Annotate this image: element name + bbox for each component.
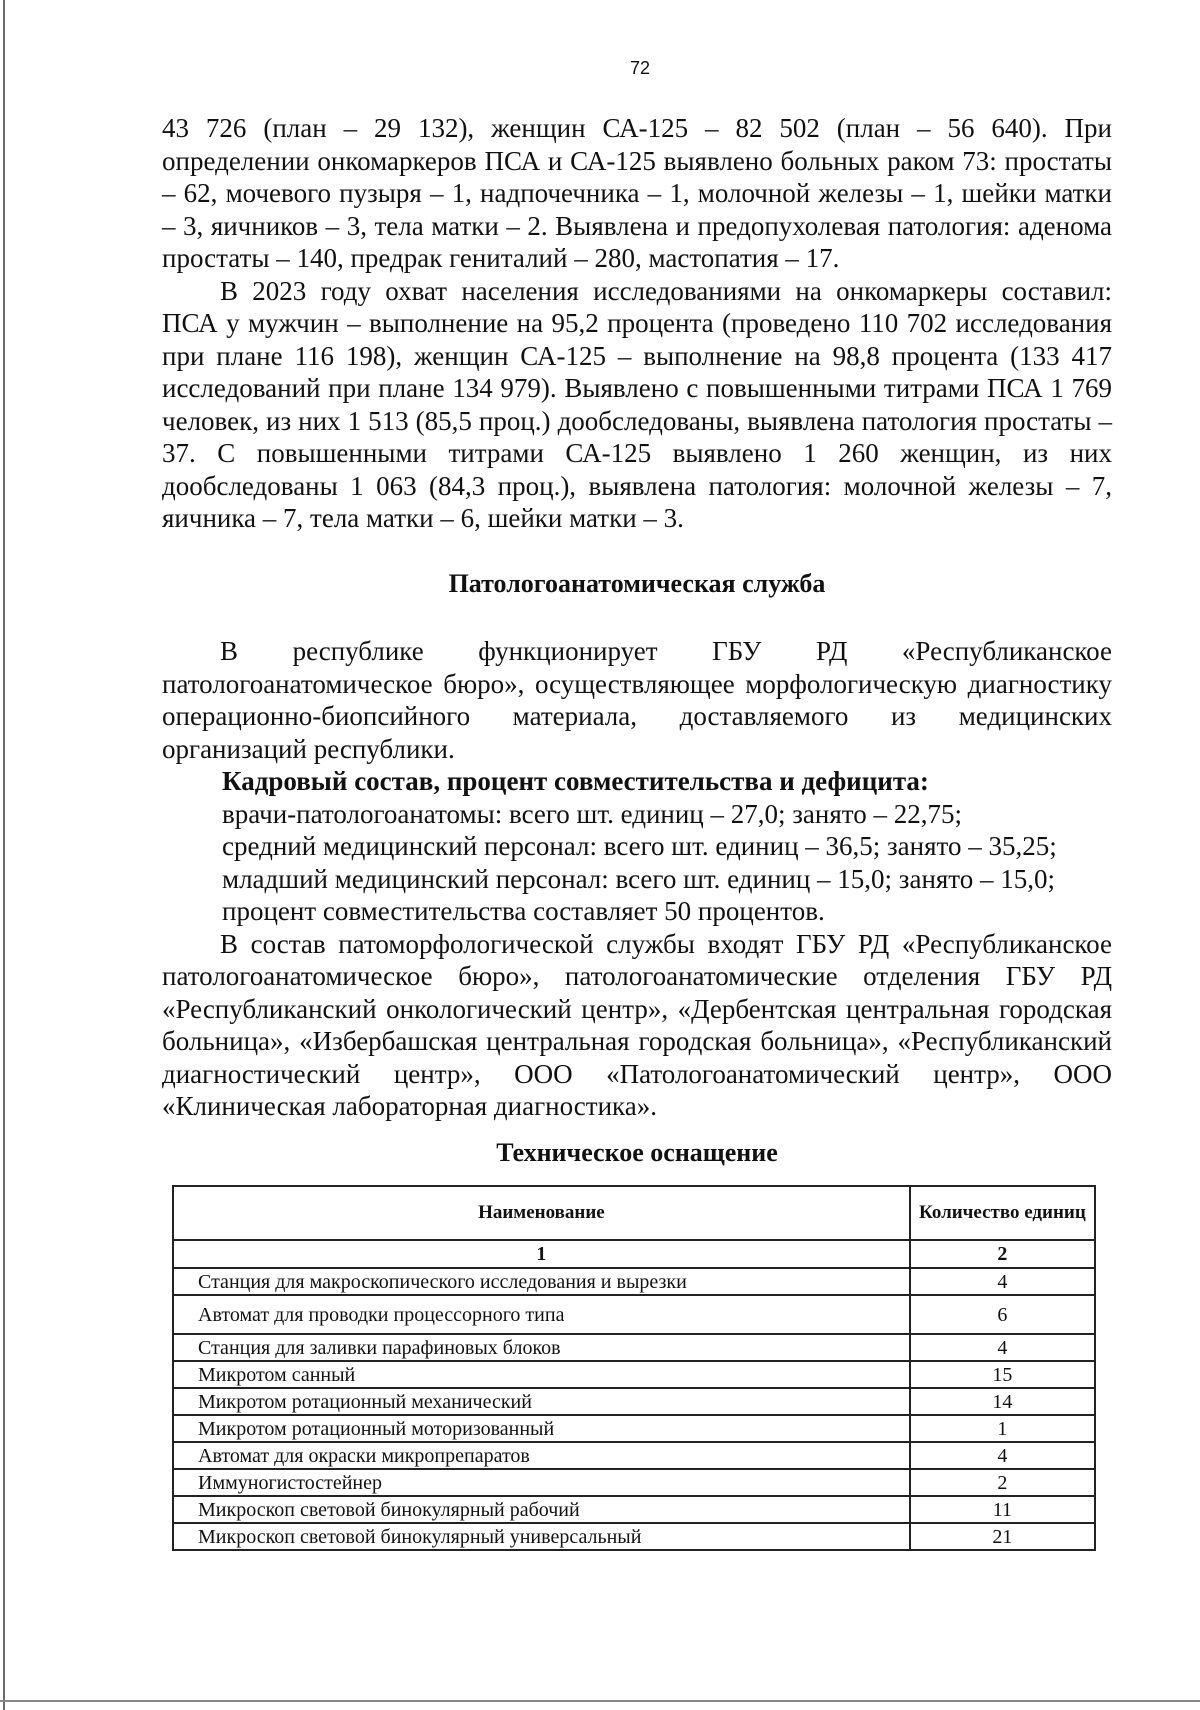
- section-heading: Патологоанатомическая служба: [448, 569, 826, 598]
- equipment-name: Станция для заливки парафиновых блоков: [173, 1334, 910, 1361]
- equipment-quantity: 4: [910, 1442, 1095, 1469]
- table-row: [173, 1361, 1095, 1388]
- equipment-quantity: 11: [910, 1496, 1095, 1523]
- equipment-name: Иммуногистостейнер: [173, 1469, 910, 1496]
- text-block-middle: [162, 635, 1112, 1123]
- table-row: [173, 1334, 1095, 1361]
- equipment-name: Микроскоп световой бинокулярный рабочий: [173, 1496, 910, 1523]
- text-block-top: [162, 112, 1112, 535]
- staff-line: процент совместительства составляет 50 процентов.: [222, 896, 825, 926]
- equipment-name: Микротом ротационный моторизованный: [173, 1415, 910, 1442]
- table-row: [173, 1268, 1095, 1295]
- equipment-quantity: 15: [910, 1361, 1095, 1388]
- table-row: [173, 1442, 1095, 1469]
- equipment-name: Автомат для окраски микропрепаратов: [173, 1442, 910, 1469]
- equipment-name: Микротом ротационный механический: [173, 1388, 910, 1415]
- table-row: [173, 1523, 1095, 1550]
- table-row: [173, 1295, 1095, 1334]
- table-row: [173, 1415, 1095, 1442]
- column-number-row: [173, 1240, 1095, 1268]
- column-number: 2: [910, 1240, 1095, 1268]
- equipment-quantity: 14: [910, 1388, 1095, 1415]
- staff-line: средний медицинский персонал: всего шт. единиц – 36,5; занято – 35,25;: [222, 831, 1057, 861]
- staff-line: врачи-патологоанатомы: всего шт. единиц – 27,0; занято – 22,75;: [222, 798, 962, 829]
- equipment-quantity: 21: [910, 1523, 1095, 1550]
- equipment-quantity: 4: [910, 1268, 1095, 1295]
- equipment-quantity: 6: [910, 1295, 1095, 1334]
- staff-line: младший медицинский персонал: всего шт. единиц – 15,0; занято – 15,0;: [222, 863, 1056, 894]
- equipment-quantity: 1: [910, 1415, 1095, 1442]
- paragraph-oncomarkers-2023: В 2023 году охват населения исследованиями на онкомаркеры составил: ПСА у мужчин – выполнение на 95,2 процента (проведено 110 702 исследования при плане 116 198), женщин СА-125 – выполнение на 98,8 процента (133 417 исследований при плане 134 979). Выявлено с повышенными титрами ПСА 1 769 человек, из них 1 513 (85,5 проц.) дообследованы, выявлена патология простаты – 37. С повышенными титрами СА-125 выявлено 1 260 женщин, из них дообследованы 1 063 (84,3 проц.), выявлена патология: молочной железы – 7, яичника – 7, тела матки – 6, шейки матки – 3.: [162, 275, 1112, 533]
- equipment-name: Станция для макроскопического исследования и вырезки: [173, 1268, 910, 1295]
- table-row: [173, 1469, 1095, 1496]
- header-name: Наименование: [173, 1186, 910, 1240]
- scan-edge-left: [3, 0, 5, 1710]
- equipment-name: Микротом санный: [173, 1361, 910, 1388]
- equipment-quantity: 4: [910, 1334, 1095, 1361]
- equipment-table: [172, 1185, 1096, 1551]
- column-number: 1: [173, 1240, 910, 1268]
- paragraph-continued: 43 726 (план – 29 132), женщин СА-125 – 82 502 (план – 56 640). При определении онкомаркеров ПСА и СА-125 выявлено больных раком 73: простаты – 62, мочевого пузыря – 1, надпочечника – 1, молочной железы – 1, шейки матки – 3, яичников – 3, тела матки – 2. Выявлена и предопухолевая патология: аденома простаты – 140, предрак гениталий – 280, мастопатия – 17.: [162, 113, 1112, 273]
- header-quantity: Количество единиц: [910, 1186, 1095, 1240]
- table-header-row: [173, 1186, 1095, 1240]
- table-title: Техническое оснащение: [496, 1138, 778, 1167]
- composition-paragraph: В состав патоморфологической службы входят ГБУ РД «Республиканское патологоанатомическое бюро», патологоанатомические отделения ГБУ РД «Республиканский онкологический центр», «Дербентская центральная городская больница», «Избербашская центральная городская больница», «Республиканский диагностический центр», ООО «Патологоанатомический центр», ООО «Клиническая лабораторная диагностика».: [162, 928, 1112, 1121]
- intro-paragraph: В республике функционирует ГБУ РД «Республиканское патологоанатомическое бюро», осуществляющее морфологическую диагностику операционно-биопсийного материала, доставляемого из медицинских организаций республики.: [162, 636, 1112, 764]
- equipment-name: Микроскоп световой бинокулярный универсальный: [173, 1523, 910, 1550]
- page-number: 72: [629, 58, 651, 78]
- table-row: [173, 1496, 1095, 1523]
- equipment-quantity: 2: [910, 1469, 1095, 1496]
- scan-edge-bottom: [0, 1700, 1200, 1702]
- table-row: [173, 1388, 1095, 1415]
- staff-title: Кадровый состав, процент совместительства и дефицита:: [222, 766, 929, 796]
- equipment-name: Автомат для проводки процессорного типа: [173, 1295, 910, 1334]
